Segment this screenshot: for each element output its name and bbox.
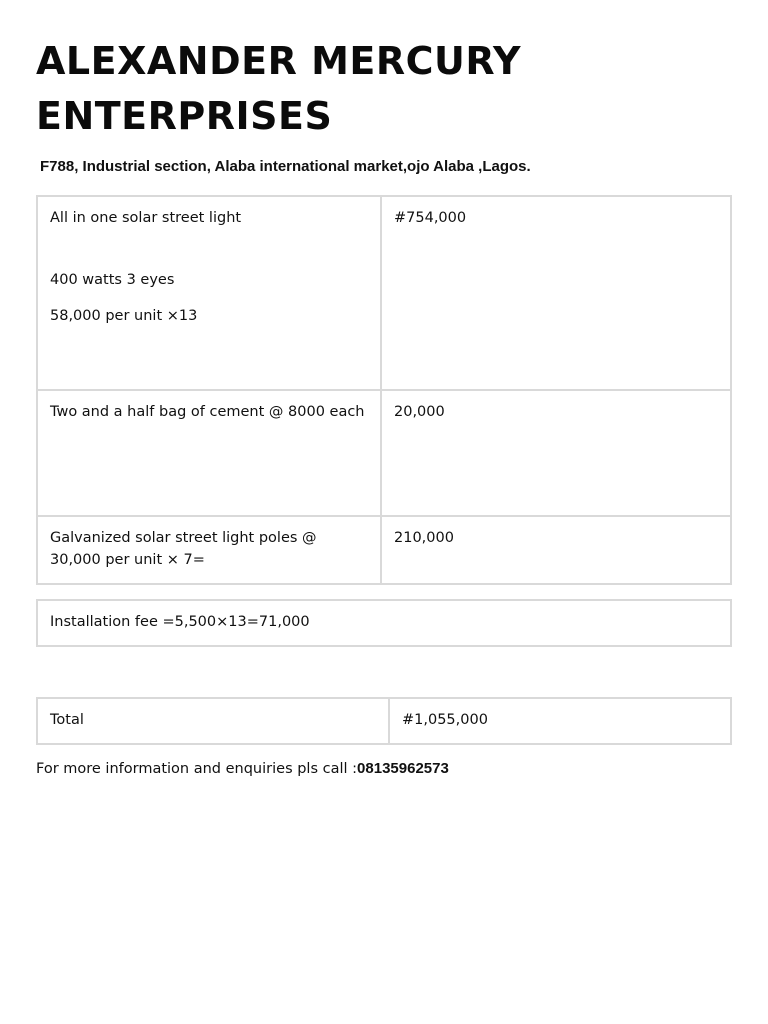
company-name	[36, 34, 732, 144]
item-name: Galvanized solar street light poles @ 30,000 per unit × 7=	[50, 530, 317, 568]
item-amount: 210,000	[381, 516, 731, 584]
installation-table	[36, 599, 732, 647]
table-row	[37, 600, 731, 646]
company-address: F788, Industrial section, Alaba international market,ojo Alaba ,Lagos.	[40, 158, 531, 175]
total-amount: #1,055,000	[389, 698, 731, 744]
items-table	[36, 195, 732, 585]
item-description	[37, 516, 381, 584]
table-row	[37, 698, 731, 744]
total-table	[36, 697, 732, 745]
installation-fee: Installation fee =5,500×13=71,000	[37, 600, 731, 646]
contact-line	[36, 758, 449, 780]
item-amount: #754,000	[381, 196, 731, 390]
table-row	[37, 196, 731, 390]
total-label: Total	[37, 698, 389, 744]
company-name-line2: ENTERPRISES	[36, 94, 333, 138]
item-name: All in one solar street light	[50, 210, 242, 226]
company-name-line1: ALEXANDER MERCURY	[36, 39, 522, 83]
contact-text: For more information and enquiries pls call :	[36, 761, 358, 777]
item-unit-price: 58,000 per unit ×13	[50, 308, 198, 324]
table-row	[37, 516, 731, 584]
item-description	[37, 390, 381, 516]
item-amount: 20,000	[381, 390, 731, 516]
item-spec: 400 watts 3 eyes	[50, 272, 175, 288]
table-row	[37, 390, 731, 516]
contact-phone: 08135962573	[357, 760, 449, 777]
item-description	[37, 196, 381, 390]
item-name: Two and a half bag of cement @ 8000 each	[50, 404, 365, 420]
